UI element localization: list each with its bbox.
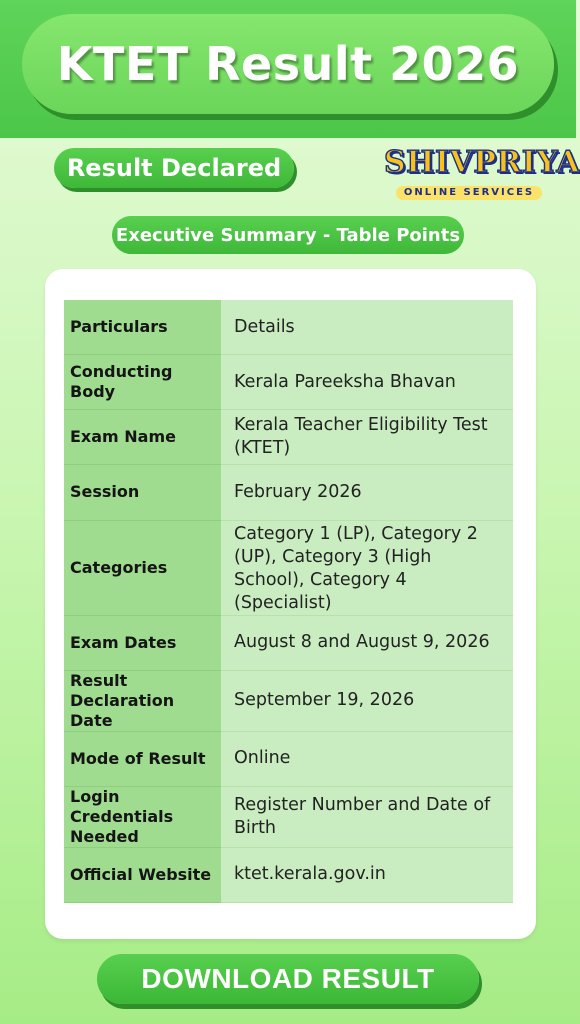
row-value: Kerala Teacher Eligibility Test (KTET) [221, 410, 513, 465]
row-value: Online [221, 732, 513, 787]
header-band [0, 0, 576, 138]
row-label: Conducting Body [64, 355, 221, 410]
table-row [64, 465, 513, 520]
row-label: Exam Dates [64, 616, 221, 671]
table-row [64, 521, 513, 616]
title-banner [22, 14, 554, 114]
table-row [64, 732, 513, 787]
logo-tagline: ONLINE SERVICES [396, 186, 542, 200]
brand-logo [384, 145, 580, 198]
row-label: Particulars [64, 300, 221, 355]
row-value: February 2026 [221, 465, 513, 520]
table-row [64, 410, 513, 465]
row-label: Login Credentials Needed [64, 787, 221, 848]
summary-table [64, 300, 513, 903]
status-badge: Result Declared [54, 148, 294, 188]
table-row [64, 848, 513, 903]
row-value: ktet.kerala.gov.in [221, 848, 513, 903]
row-value: Details [221, 300, 513, 355]
row-value: August 8 and August 9, 2026 [221, 616, 513, 671]
row-label: Session [64, 465, 221, 520]
row-label: Official Website [64, 848, 221, 903]
table-row [64, 787, 513, 848]
row-value: Kerala Pareeksha Bhavan [221, 355, 513, 410]
row-label: Mode of Result [64, 732, 221, 787]
row-label: Result Declaration Date [64, 671, 221, 732]
download-result-button[interactable]: DOWNLOAD RESULT [97, 954, 479, 1004]
table-row [64, 616, 513, 671]
row-label: Categories [64, 521, 221, 616]
row-value: Category 1 (LP), Category 2 (UP), Category 3 (High School), Category 4 (Specialist) [221, 521, 513, 616]
row-value: September 19, 2026 [221, 671, 513, 732]
page-title: KTET Result 2026 [56, 37, 520, 91]
table-row [64, 355, 513, 410]
row-label: Exam Name [64, 410, 221, 465]
row-value: Register Number and Date of Birth [221, 787, 513, 848]
summary-heading: Executive Summary - Table Points [112, 216, 464, 254]
table-row [64, 671, 513, 732]
logo-name: SHIVPRIYA [384, 145, 580, 180]
table-row [64, 300, 513, 355]
